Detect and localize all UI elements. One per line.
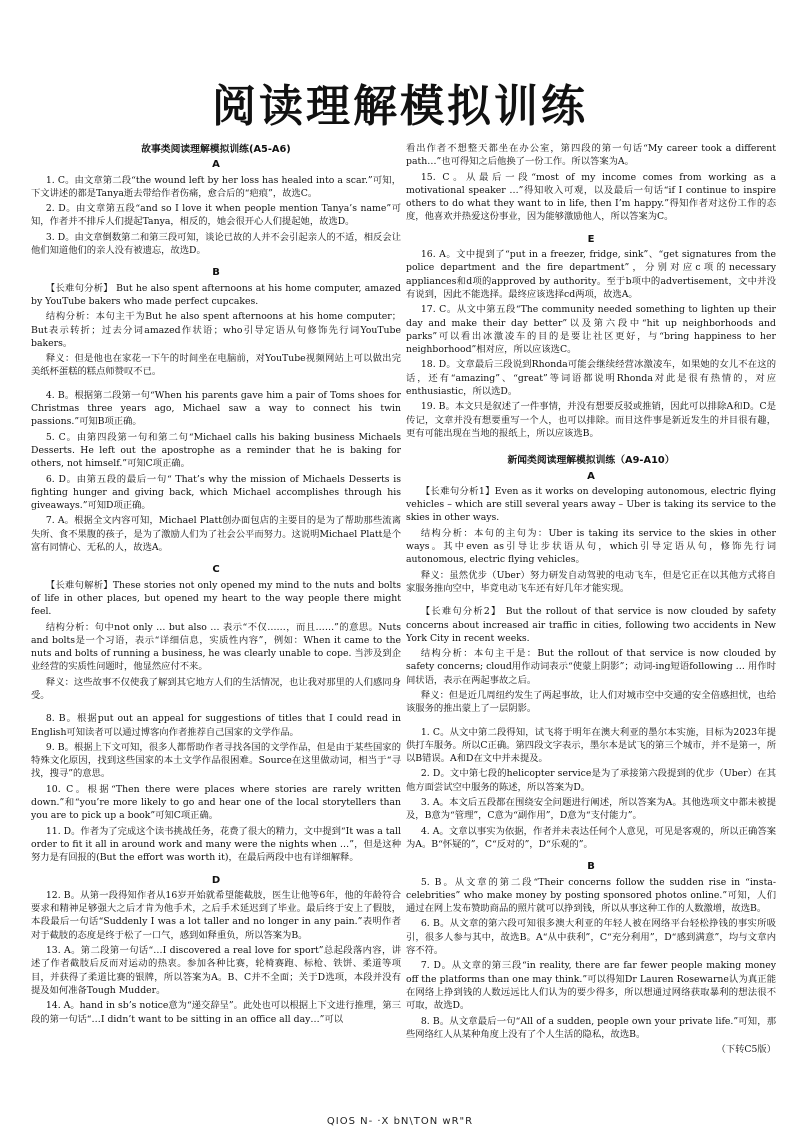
answer-paragraph: 9. B。根据上下文可知，很多人都帮助作者寻找各国的文学作品，但是由于某些国家的特殊文化原因，找到这些国家的本土文学作品很困难。Source在这里做动词，相当于“寻找，搜寻”的意思。 <box>31 741 401 780</box>
subsection-letter: E <box>587 233 595 245</box>
subsection-letter: B <box>212 267 220 279</box>
answer-paragraph: 15. C。从最后一段“most of my income comes from working as a motivational speaker …”得知收入可观，以及最后一句话“if I continue to inspire others to do what they want to in life, then I’m happy.”得知作者对这份工作的态度，他喜欢并热爱这份事业，因为能够激励他人，所以答案为C。 <box>406 171 776 223</box>
answer-paragraph: 【长难句分析1】Even as it works on developing autonomous, electric flying vehicles – which are still several years away – Uber is taking its service to the skies in other ways. <box>406 485 776 524</box>
answer-paragraph: 释义：虽然优步（Uber）努力研发自动驾驶的电动飞车，但是它正在以其他方式将自家服务推向空中，毕竟电动飞车还有好几年才能实现。 <box>406 569 776 594</box>
section-header: 故事类阅读理解模拟训练(A5-A6) <box>141 144 291 155</box>
answer-paragraph: 16. A。文中提到了“put in a freezer, fridge, sink”、“get signatures from the police department and the fire department”，分别对应c项的necessary appliances和d项的approved by authority。至于b项中的advertisement，文中并没有说到，因此不能选择。最终应该选择cd两项，故选A。 <box>406 249 776 300</box>
answer-paragraph: 8. B。从文章最后一句“All of a sudden, people own your private life.”可知，那些网络红人从某种角度上没有了个人生活的隐私，故选B。 <box>406 1015 776 1040</box>
paragraph-gap <box>31 704 401 712</box>
answer-paragraph: 结构分析：本句主干为But he also spent afternoons at his home computer；But表示转折；过去分词amazed作状语；who引导定语从句修饰先行词YouTube bakers。 <box>31 311 401 349</box>
answer-paragraph: 【长难句解析】These stories not only opened my mind to the nuts and bolts of life in other places, but opened my heart to the way people there might feel. <box>31 579 401 618</box>
paragraph-gap <box>406 718 776 726</box>
answer-paragraph: 2. D。文中第七段的helicopter service是为了承接第六段提到的优步（Uber）在其他方面尝试空中服务的陈述，所以答案为D。 <box>406 768 776 793</box>
left-column <box>31 142 401 1114</box>
answer-paragraph: 释义：这些故事不仅使我了解到其它地方人们的生活情况，也让我对那里的人们感同身受。 <box>31 676 401 701</box>
answer-paragraph: 3. A。本文后五段都在围绕安全问题进行阐述，所以答案为A。其他选项文中都未被提及，B意为“管理”，C意为“副作用”，D意为“支付能力”。 <box>406 797 776 822</box>
answer-paragraph: 19. B。本文只是叙述了一件事情，并没有想要反驳或推销，因此可以排除A和D。C是传记，文章并没有想要重写一个人，也可以排除。而目这件事是新近发生的并目很有趣，更有可能出现在当地的报纸上，所以应该选B。 <box>406 401 776 439</box>
answer-paragraph: 5. C。由第四段第一句和第二句“Michael calls his baking business Michaels Desserts. He left out the apostrophe as a reminder that he is baking for others, not himself.”可知C项正确。 <box>31 431 401 470</box>
answer-paragraph: 11. D。作者为了完成这个读书挑战任务，花费了很大的精力，文中提到“It was a tall order to fit it all in around work and many were the nights when …”，但是这种努力是有回报的(But the effort was worth it)，在最后两段中也有详细解释。 <box>31 825 401 864</box>
answer-paragraph: 18. D。文章最后三段说到Rhonda可能会继续经营冰激凌车，如果她的女儿不在这的话，还有“amazing”、“great”等词语都说明Rhonda对此是很有热情的，对应enthusiastic，所以选D。 <box>406 359 776 398</box>
answer-paragraph: 14. A。hand in sb’s notice意为“递交辞呈”。此处也可以根据上下文进行推理，第三段的第一句话“…I didn’t want to be sitting in an office all day…”可以 <box>31 1000 401 1025</box>
answer-paragraph: 7. D。从文章的第三段“in reality, there are far fewer people making money off the platforms than one may think.”可以得知Dr Lauren Rosewarne认为真正能在网络上挣到钱的人数远远比人们认为的要少得多，所以想通过网络获取暴利的想法很不可取，故选D。 <box>406 960 776 1012</box>
answer-paragraph: 释义：但是近几周纽约发生了两起事故，让人们对城市空中交通的安全倍感担忧，也给该服务的推出蒙上了一层阴影。 <box>406 689 776 715</box>
answer-paragraph: 12. B。从第一段得知作者从16岁开始就希望能截肢，医生让他等6年，他的年龄符合要求和精神足够强大之后才肯为他手术，之后手术延迟到了毕业。最后终于安上了假肢，本段最后一句话“Suddenly I was a lot taller and no longer in any pain.”表明作者对于截肢的态度是终于松了一口气，感到如释重负，所以答案为B。 <box>31 889 401 941</box>
answer-paragraph: 2. D。由文章第五段“and so I love it when people mention Tanya’s name”可知，作者并不排斥人们提起Tanya，相反的，她会很开心人们提起她，故选D。 <box>31 203 401 228</box>
answer-paragraph: 13. A。第二段第一句话“…I discovered a real love for sport”总起段落内容，讲述了作者截肢后反而对运动的热衷。参加各种比赛，轮椅赛跑、标枪、铁饼、柔道等项目，并获得了柔道比赛的银牌，所以答案为A。B、C并不全面；关于D选项，本段并没有提及如何准备Tough Mudder。 <box>31 945 401 996</box>
answer-paragraph: 结构分析：本句的主句为：Uber is taking its service to the skies in other ways。其中even as引导让步状语从句，which引导定语从句，修饰先行词autonomous, electric flying vehicles。 <box>406 527 776 566</box>
answer-paragraph: 释义：但是他也在家花一下午的时间坐在电脑前，对YouTube视频网站上可以做出完美纸杯蛋糕的糕点师赞叹不已。 <box>31 353 401 378</box>
continued-note: （下转C5版） <box>716 1044 776 1056</box>
answer-paragraph: 10. C。根据“Then there were places where stories are rarely written down.”和“you’re more likely to go and hear one of the local storytellers than you are to pick up a book”可知C项正确。 <box>31 783 401 822</box>
answer-paragraph: 3. D。由文章倒数第二和第三段可知，谈论已故的人并不会引起亲人的不适，相反会让他们知道他们的亲人没有被遗忘，故选D。 <box>31 231 401 257</box>
paragraph-gap <box>31 381 401 389</box>
answer-paragraph: 结构分析：句中not only … but also … 表示“不仅……，而且……”的意思。Nuts and bolts是一个习语，表示“详细信息，实质性内容”，例如：When it came to the nuts and bolts of running a business, he was clearly unable to cope. 当涉及到企业经营的实质性问题时，他显然应付不来。 <box>31 621 401 673</box>
answer-paragraph: 4. B。根据第二段第一句“When his parents gave him a pair of Toms shoes for Christmas three years ago, Michael saw a way to connect his twin passions.”可知B项正确。 <box>31 389 401 428</box>
answer-paragraph: 6. D。由第五段的最后一句“ That’s why the mission of Michaels Desserts is fighting hunger and giving back, which Michael accomplishes through his giveaways.”可知D项正确。 <box>31 473 401 512</box>
answer-paragraph: 7. A。根据全文内容可知，Michael Platt创办面包店的主要目的是为了帮助那些流离失所、食不果腹的孩子，是为了激励人们为了社会公平而努力。这说明Michael Platt是个富有同情心、无私的人，故选A。 <box>31 515 401 554</box>
answer-paragraph: 8. B。根据put out an appeal for suggestions of titles that I could read in English可知读者可以通过博客向作者推荐自己国家的文学作品。 <box>31 713 401 738</box>
answer-paragraph: 结构分析：本句主干是：But the rollout of that service is now clouded by safety concerns; cloud用作动词表示“使蒙上阴影”；动词-ing短语following … 用作时间状语，表示在两起事故之后。 <box>406 648 776 686</box>
answer-paragraph: 【长难句分析】 But he also spent afternoons at his home computer, amazed by YouTube bakers who made perfect cupcakes. <box>31 282 401 307</box>
subsection-letter: A <box>212 159 220 171</box>
answer-paragraph: 1. C。从文中第二段得知，试飞将于明年在澳大利亚的墨尔本实施，目标为2023年提供打车服务。所以C正确。第四段文字表示，墨尔本是试飞的第三个城市，并不是第一，所以B错误。A和D在文中并未提及。 <box>406 726 776 765</box>
answer-paragraph: 看出作者不想整天都坐在办公室，第四段的第一句话“My career took a different path…”也可得知之后他换了一份工作。所以答案为A。 <box>406 143 776 168</box>
section-header: 新闻类阅读理解模拟训练（A9-A10） <box>507 455 675 467</box>
subsection-letter: D <box>211 874 221 886</box>
right-column <box>406 142 776 1114</box>
answer-paragraph: 17. C。从文中第五段“The community needed something to lighten up their day and make their day better”以及第六段中“hit up neighborhoods and parks”可以看出冰激凌车的目的是要让社区更好，与“bring happiness to her neighborhood”相对应，所以应该选C。 <box>406 304 776 356</box>
answer-paragraph: 6. B。从文章的第六段可知很多澳大利亚的年轻人被在网络平台轻松挣钱的事实所吸引，很多人参与其中，故选B。A“从中获利”，C“充分利用”，D“感到满意”，均与文章内容不符。 <box>406 918 776 957</box>
subsection-letter: C <box>212 564 220 576</box>
answer-paragraph: 1. C。由文章第二段“the wound left by her loss has healed into a scar.”可知，下文讲述的都是Tanya逝去带给作者伤痛，愈合后的“疤痕”，故选C。 <box>31 174 401 199</box>
page-footer: QIOS N- ·X bN\TON wR"R <box>326 1116 474 1127</box>
paragraph-gap <box>406 597 776 605</box>
subsection-letter: B <box>587 861 595 873</box>
subsection-letter: A <box>587 470 595 482</box>
answer-paragraph: 【长难句分析2】 But the rollout of that service is now clouded by safety concerns about increased air traffic in cities, following two accidents in New York City in recent weeks. <box>406 606 776 644</box>
answer-paragraph: 5. B。从文章的第二段“Their concerns follow the sudden rise in “insta-celebrities” who make money by posting sponsored photos online.”可知，人们通过在网上发布赞助商品的照片就可以挣到钱，所以从事这种工作的人数激增，故选B。 <box>406 876 776 915</box>
answer-paragraph: 4. A。文章以事实为依据，作者并未表达任何个人意见，可见是客观的，所以正确答案为A。B“怀疑的”，C“反对的”，D“乐观的”。 <box>406 825 776 850</box>
page-title: 阅读理解模拟训练 <box>212 81 588 132</box>
